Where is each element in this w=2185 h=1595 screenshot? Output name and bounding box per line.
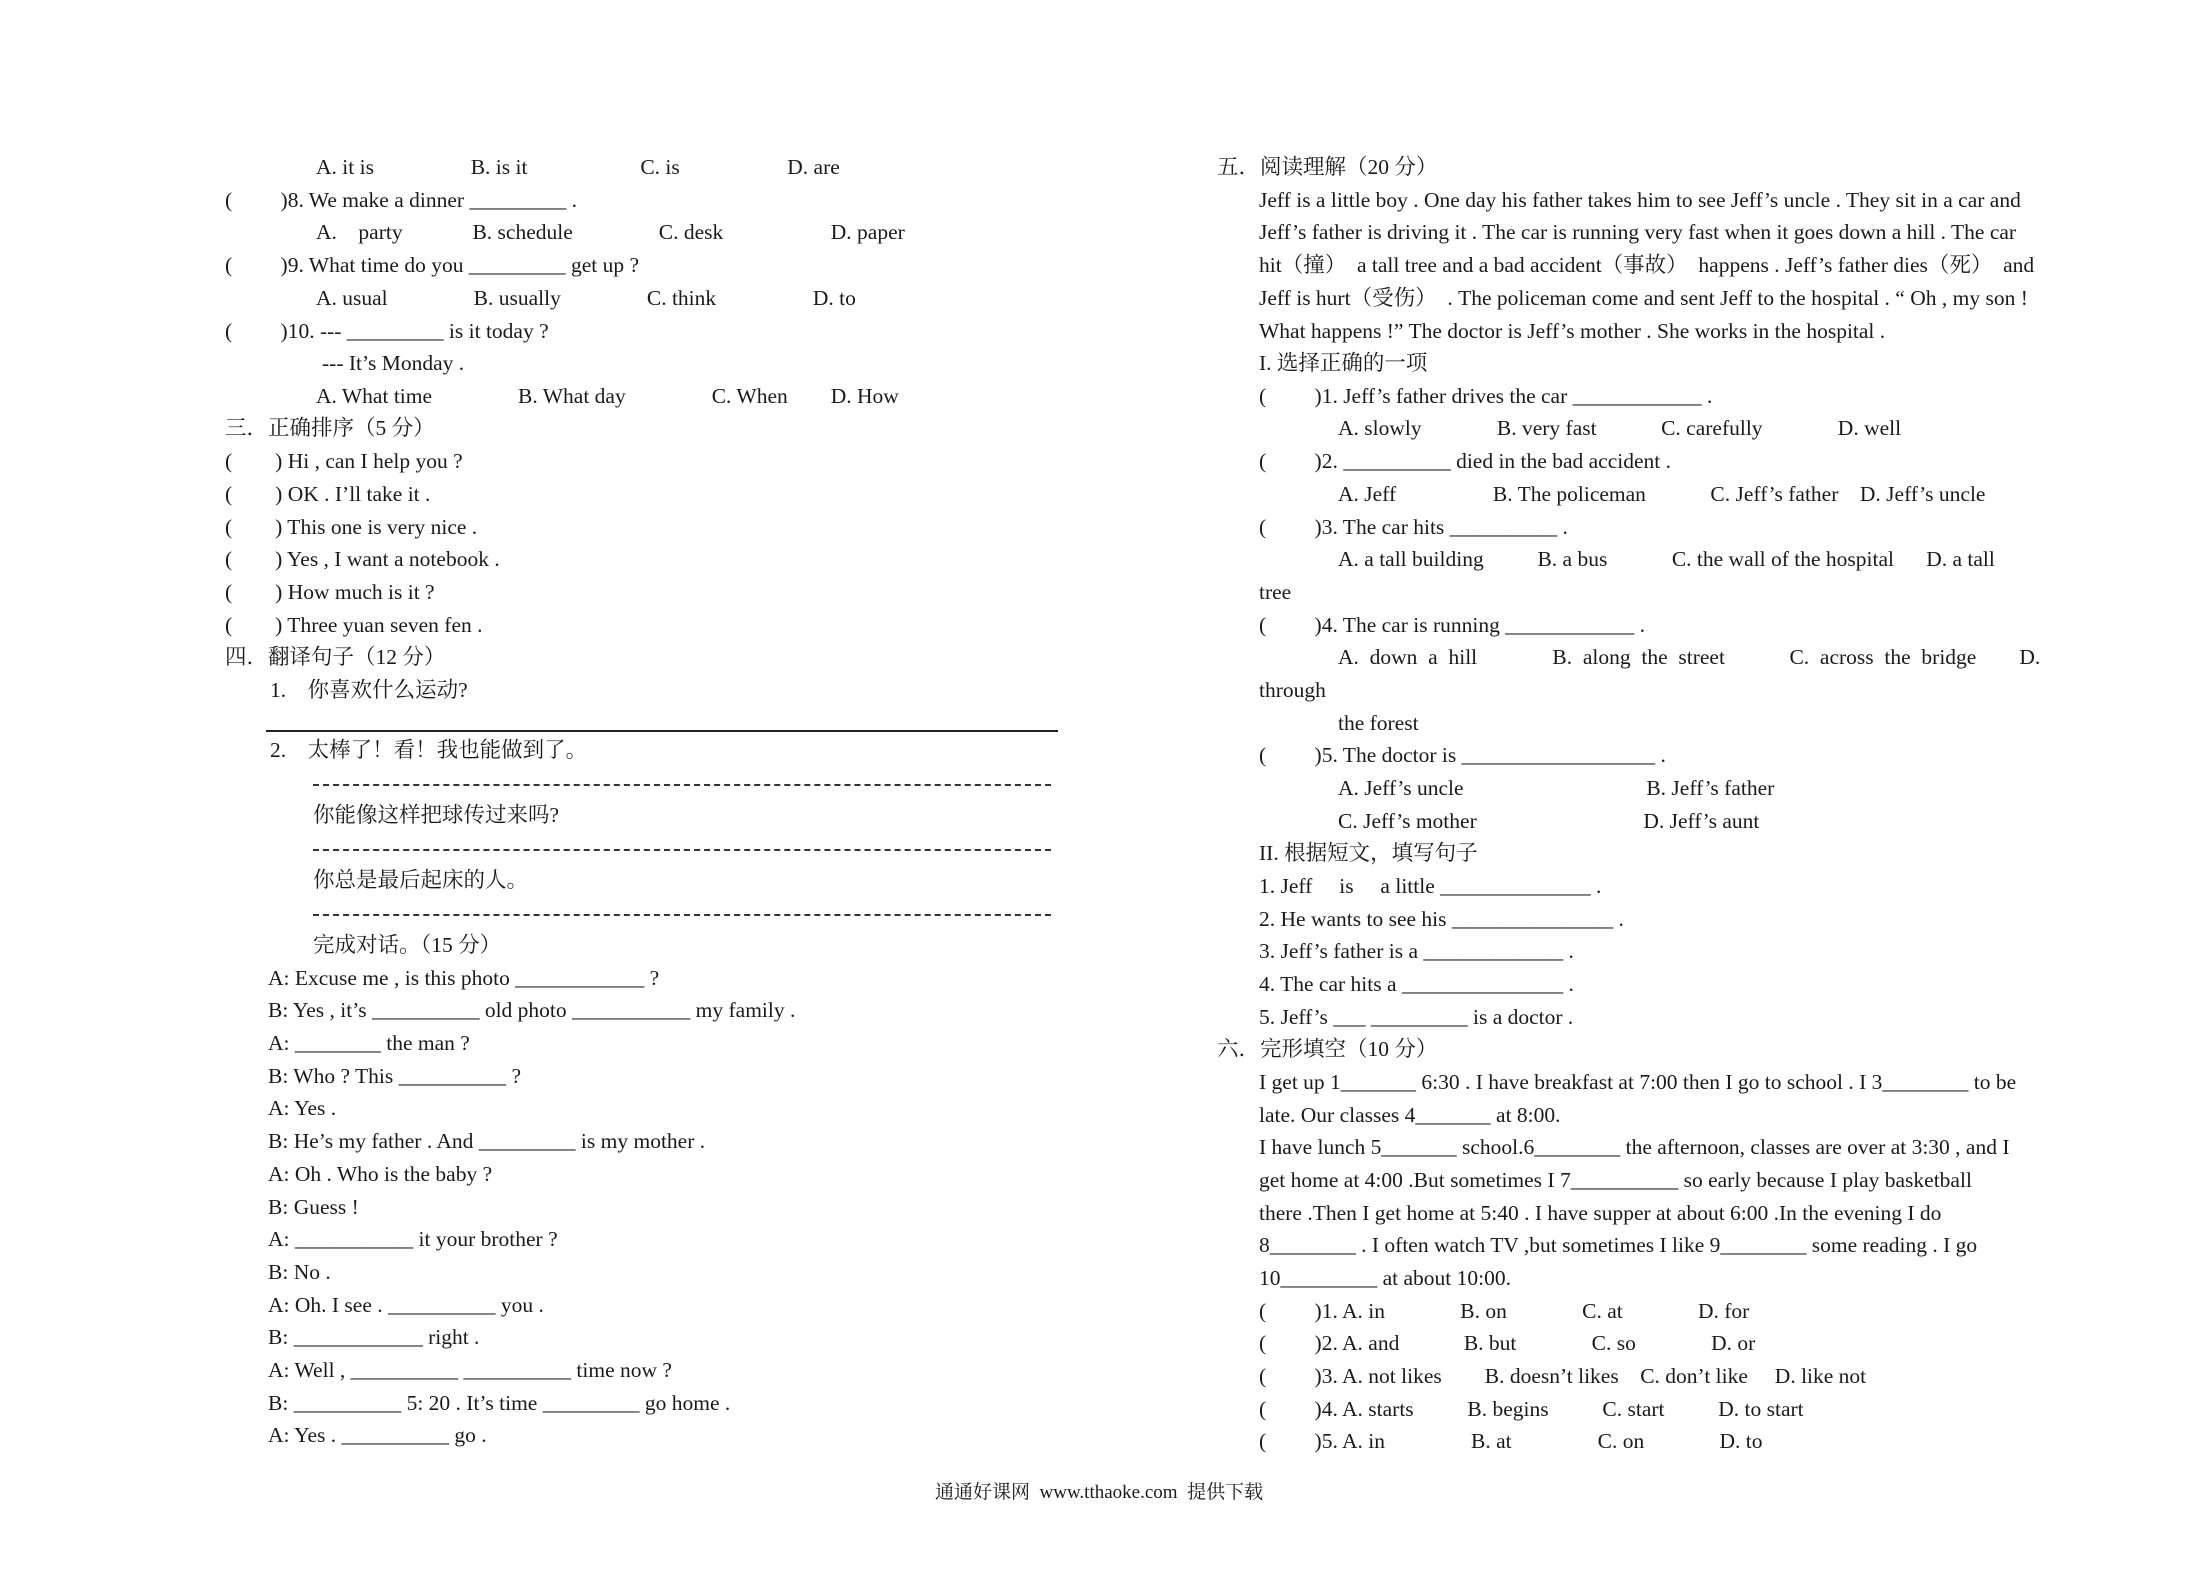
- subsection-1-heading: I. 选择正确的一项: [1259, 351, 1428, 375]
- fill-sentence: 3. Jeff’s father is a _____________ .: [1259, 939, 1574, 963]
- rq5-options: A. Jeff’s uncle B. Jeff’s father: [1338, 776, 1775, 800]
- dialogue-line: A: Excuse me , is this photo ____________ ?: [268, 966, 660, 990]
- dialogue-line: A: Well , __________ __________ time now ?: [268, 1358, 672, 1382]
- answer-line: [266, 730, 1058, 732]
- rq3-question: ( )3. The car hits __________ .: [1259, 515, 1568, 539]
- dialogue-line: B: Guess !: [268, 1195, 359, 1219]
- rq3-options-wrap: tree: [1259, 580, 1292, 604]
- answer-line: [313, 784, 1051, 786]
- cloze-passage-line: 10_________ at about 10:00.: [1259, 1266, 1512, 1290]
- q10-options: A. What time B. What day C. When D. How: [316, 384, 899, 408]
- q10-answer-line: --- It’s Monday .: [322, 351, 465, 375]
- rq3-options: A. a tall building B. a bus C. the wall of the hospital D. a tall: [1338, 547, 1995, 571]
- q10-question: ( )10. --- _________ is it today ?: [225, 319, 549, 343]
- cloze-question: ( )5. A. in B. at C. on D. to: [1259, 1429, 1763, 1453]
- cloze-passage-line: I have lunch 5_______ school.6________ the afternoon, classes are over at 3:30 , and I: [1259, 1135, 2010, 1159]
- section-3-heading: 三．正确排序（5 分）: [225, 416, 435, 440]
- dialogue-line: B: Who ? This __________ ?: [268, 1064, 522, 1088]
- answer-line: [313, 914, 1051, 916]
- order-item: ( ) This one is very nice .: [225, 515, 478, 539]
- translate-item: 你能像这样把球传过来吗?: [313, 803, 560, 827]
- translate-item: 1. 你喜欢什么运动?: [270, 678, 468, 702]
- fill-sentence: 5. Jeff’s ___ _________ is a doctor .: [1259, 1005, 1574, 1029]
- reading-passage-line: What happens !” The doctor is Jeff’s mother . She works in the hospital .: [1259, 319, 1886, 343]
- cloze-question: ( )1. A. in B. on C. at D. for: [1259, 1299, 1750, 1323]
- rq1-options: A. slowly B. very fast C. carefully D. well: [1338, 416, 1902, 440]
- order-item: ( ) Three yuan seven fen .: [225, 613, 483, 637]
- reading-passage-line: Jeff is hurt（受伤） . The policeman come and sent Jeff to the hospital . “ Oh , my son !: [1259, 286, 2028, 310]
- q9-question: ( )9. What time do you _________ get up ?: [225, 253, 640, 277]
- section-5-heading: 五．阅读理解（20 分）: [1217, 155, 1438, 179]
- subsection-2-heading: II. 根据短文，填写句子: [1259, 841, 1478, 865]
- translate-item: 2. 太棒了！看！我也能做到了。: [270, 738, 588, 762]
- cloze-passage-line: get home at 4:00 .But sometimes I 7__________ so early because I play basketball: [1259, 1168, 1972, 1192]
- q9-options: A. usual B. usually C. think D. to: [316, 286, 856, 310]
- rq5-question: ( )5. The doctor is __________________ .: [1259, 743, 1666, 767]
- order-item: ( ) OK . I’ll take it .: [225, 482, 431, 506]
- fill-sentence: 2. He wants to see his _______________ .: [1259, 907, 1624, 931]
- page-footer: 通通好课网 www.tthaoke.com 提供下载: [935, 1482, 1264, 1503]
- dialogue-line: A: Oh. I see . __________ you .: [268, 1293, 544, 1317]
- dialogue-line: A: Yes . __________ go .: [268, 1423, 487, 1447]
- q7-options: A. it is B. is it C. is D. are: [316, 155, 840, 179]
- cloze-question: ( )2. A. and B. but C. so D. or: [1259, 1331, 1756, 1355]
- dialogue-line: B: No .: [268, 1260, 331, 1284]
- dialogue-line: B: __________ 5: 20 . It’s time _________ go home .: [268, 1391, 731, 1415]
- dialogue-line: A: Oh . Who is the baby ?: [268, 1162, 493, 1186]
- rq4-options: A. down a hill B. along the street C. across the bridge D.: [1338, 645, 2041, 669]
- dialogue-heading: 完成对话。（15 分）: [313, 933, 502, 957]
- reading-passage-line: hit（撞） a tall tree and a bad accident（事故） happens . Jeff’s father dies（死） and: [1259, 253, 2035, 277]
- order-item: ( ) Yes , I want a notebook .: [225, 547, 500, 571]
- section-6-heading: 六．完形填空（10 分）: [1217, 1037, 1438, 1061]
- reading-passage-line: Jeff’s father is driving it . The car is running very fast when it goes down a hill . The car: [1259, 220, 2017, 244]
- dialogue-line: B: ____________ right .: [268, 1325, 480, 1349]
- dialogue-line: B: He’s my father . And _________ is my mother .: [268, 1129, 706, 1153]
- rq5-options: C. Jeff’s mother D. Jeff’s aunt: [1338, 809, 1760, 833]
- fill-sentence: 1. Jeff is a little ______________ .: [1259, 874, 1602, 898]
- fill-sentence: 4. The car hits a _______________ .: [1259, 972, 1574, 996]
- cloze-passage-line: 8________ . I often watch TV ,but sometimes I like 9________ some reading . I go: [1259, 1233, 1978, 1257]
- section-4-heading: 四．翻译句子（12 分）: [225, 645, 446, 669]
- q8-options: A. party B. schedule C. desk D. paper: [316, 220, 905, 244]
- rq2-question: ( )2. __________ died in the bad accident .: [1259, 449, 1671, 473]
- rq4-options-wrap: through: [1259, 678, 1326, 702]
- cloze-question: ( )3. A. not likes B. doesn’t likes C. don’t like D. like not: [1259, 1364, 1867, 1388]
- reading-passage-line: Jeff is a little boy . One day his father takes him to see Jeff’s uncle . They sit in a car and: [1259, 188, 2021, 212]
- q8-question: ( )8. We make a dinner _________ .: [225, 188, 577, 212]
- rq4-question: ( )4. The car is running ____________ .: [1259, 613, 1645, 637]
- dialogue-line: B: Yes , it’s __________ old photo ___________ my family .: [268, 998, 796, 1022]
- cloze-passage-line: I get up 1_______ 6:30 . I have breakfast at 7:00 then I go to school . I 3________ to be: [1259, 1070, 2017, 1094]
- translate-item: 你总是最后起床的人。: [313, 868, 529, 892]
- cloze-passage-line: there .Then I get home at 5:40 . I have supper at about 6:00 .In the evening I do: [1259, 1201, 1942, 1225]
- dialogue-line: A: ___________ it your brother ?: [268, 1227, 558, 1251]
- answer-line: [313, 849, 1051, 851]
- dialogue-line: A: Yes .: [268, 1096, 337, 1120]
- cloze-passage-line: late. Our classes 4_______ at 8:00.: [1259, 1103, 1561, 1127]
- dialogue-line: A: ________ the man ?: [268, 1031, 470, 1055]
- rq4-options-wrap: the forest: [1338, 711, 1419, 735]
- order-item: ( ) Hi , can I help you ?: [225, 449, 463, 473]
- rq2-options: A. Jeff B. The policeman C. Jeff’s father D. Jeff’s uncle: [1338, 482, 1986, 506]
- rq1-question: ( )1. Jeff’s father drives the car ____________ .: [1259, 384, 1713, 408]
- order-item: ( ) How much is it ?: [225, 580, 435, 604]
- cloze-question: ( )4. A. starts B. begins C. start D. to start: [1259, 1397, 1804, 1421]
